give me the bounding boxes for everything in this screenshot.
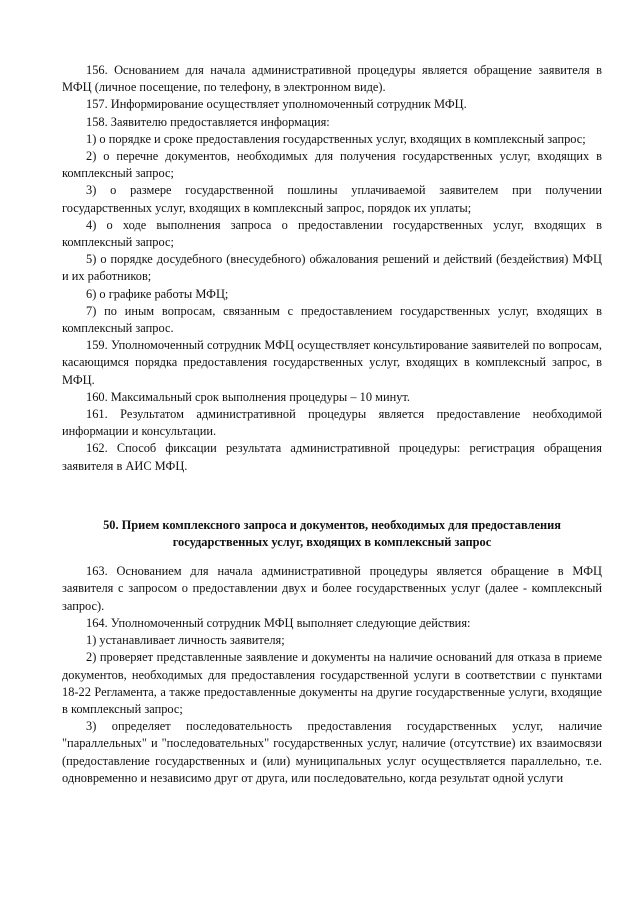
paragraph: 160. Максимальный срок выполнения процедуры – 10 минут. bbox=[86, 389, 411, 404]
list-item: 1) устанавливает личность заявителя; bbox=[86, 633, 285, 648]
list-item: 2) о перечне документов, необходимых для получения государственных услуг, входящих в комплексный запрос; bbox=[62, 149, 602, 181]
paragraph: 158. Заявителю предоставляется информация: bbox=[86, 114, 330, 129]
list-item: 1) о порядке и сроке предоставления государственных услуг, входящих в комплексный запрос; bbox=[86, 131, 586, 146]
list-item: 5) о порядке досудебного (внесудебного) обжалования решений и действий (бездействия) МФЦ и их работников; bbox=[62, 252, 602, 284]
document-body bbox=[62, 62, 602, 787]
list-item: 7) по иным вопросам, связанным с предоставлением государственных услуг, входящих в комплексный запрос. bbox=[62, 303, 602, 336]
paragraph: 163. Основанием для начала административной процедуры является обращение в МФЦ заявителя с запросом о предоставлении двух и более государственных услуг (далее - комплексный запрос). bbox=[62, 564, 602, 613]
paragraph: 157. Информирование осуществляет уполномоченный сотрудник МФЦ. bbox=[86, 97, 467, 112]
paragraph: 161. Результатом административной процедуры является предоставление необходимой информации и консультации. bbox=[62, 407, 602, 439]
list-item: 2) проверяет представленные заявление и документы на наличие оснований для отказа в приеме документов, необходимых для предоставления государственной услуги в соответствии с пунктами 18-22 Регламента, а также предоставленные документы на другие государственные услуги, входящие в комплексный запрос; bbox=[62, 650, 602, 716]
paragraph: 162. Способ фиксации результата административной процедуры: регистрация обращения заявителя в АИС МФЦ. bbox=[62, 441, 602, 473]
list-item: 3) определяет последовательность предоставления государственных услуг, наличие "параллельных" и "последовательных" государственных услуг, наличие (отсутствие) их взаимосвязи (предоставление государственных и (или) муниципальных услуг осуществляется параллельно, т.е. одновременно и независимо друг от друга, или последовательно, когда результат одной услуги bbox=[62, 719, 602, 785]
paragraph: 164. Уполномоченный сотрудник МФЦ выполняет следующие действия: bbox=[86, 615, 471, 630]
list-item: 6) о графике работы МФЦ; bbox=[86, 286, 229, 301]
list-item: 3) о размере государственной пошлины уплачиваемой заявителем при получении государственных услуг, входящих в комплексный запрос, порядок их уплаты; bbox=[62, 183, 602, 215]
paragraph: 156. Основанием для начала административной процедуры является обращение заявителя в МФЦ (личное посещение, по телефону, в электронном виде). bbox=[62, 63, 602, 95]
paragraph: 159. Уполномоченный сотрудник МФЦ осуществляет консультирование заявителей по вопросам, касающимся порядка предоставления государственных услуг, входящих в комплексный запрос, в МФЦ. bbox=[62, 338, 602, 387]
section-heading: 50. Прием комплексного запроса и документов, необходимых для предоставления государственных услуг, входящих в комплексный запрос bbox=[103, 517, 561, 550]
list-item: 4) о ходе выполнения запроса о предоставлении государственных услуг, входящих в комплексный запрос; bbox=[62, 217, 602, 250]
